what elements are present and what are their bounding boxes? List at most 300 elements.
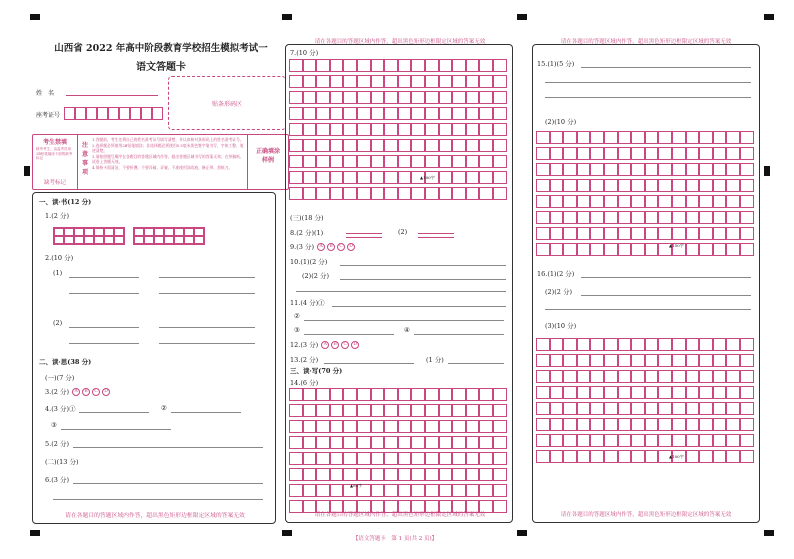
- writing-cell[interactable]: [577, 163, 591, 176]
- writing-cell[interactable]: [289, 91, 303, 104]
- q16-writing-grid[interactable]: [536, 338, 754, 463]
- writing-cell[interactable]: [686, 418, 700, 431]
- writing-cell[interactable]: [686, 370, 700, 383]
- writing-cell[interactable]: [439, 59, 453, 72]
- writing-cell[interactable]: [439, 123, 453, 136]
- writing-cell[interactable]: [452, 484, 466, 497]
- writing-cell[interactable]: [645, 211, 659, 224]
- writing-cell[interactable]: [384, 452, 398, 465]
- writing-cell[interactable]: [466, 420, 480, 433]
- writing-cell[interactable]: [699, 434, 713, 447]
- writing-cell[interactable]: [398, 452, 412, 465]
- answer-line[interactable]: [581, 277, 751, 278]
- writing-cell[interactable]: [289, 452, 303, 465]
- writing-cell[interactable]: [371, 388, 385, 401]
- writing-cell[interactable]: [740, 147, 754, 160]
- writing-cell[interactable]: [536, 195, 550, 208]
- writing-cell[interactable]: [303, 123, 317, 136]
- writing-cell[interactable]: [550, 211, 564, 224]
- writing-cell[interactable]: [726, 211, 740, 224]
- writing-cell[interactable]: [343, 452, 357, 465]
- writing-cell[interactable]: [479, 91, 493, 104]
- writing-cell[interactable]: [631, 179, 645, 192]
- writing-cell[interactable]: [631, 147, 645, 160]
- answer-line[interactable]: [69, 343, 139, 344]
- writing-cell[interactable]: [699, 338, 713, 351]
- writing-cell[interactable]: [672, 227, 686, 240]
- writing-cell[interactable]: [536, 354, 550, 367]
- writing-cell[interactable]: [289, 404, 303, 417]
- writing-cell[interactable]: [604, 418, 618, 431]
- writing-cell[interactable]: [466, 75, 480, 88]
- writing-cell[interactable]: [686, 450, 700, 463]
- writing-cell[interactable]: [618, 131, 632, 144]
- answer-line[interactable]: [340, 265, 506, 266]
- writing-cell[interactable]: [577, 211, 591, 224]
- writing-cell[interactable]: [740, 370, 754, 383]
- writing-cell[interactable]: [740, 243, 754, 256]
- writing-cell[interactable]: [726, 163, 740, 176]
- writing-cell[interactable]: [672, 418, 686, 431]
- writing-cell[interactable]: [289, 155, 303, 168]
- writing-cell[interactable]: [726, 338, 740, 351]
- writing-cell[interactable]: [357, 123, 371, 136]
- writing-cell[interactable]: [672, 370, 686, 383]
- writing-cell[interactable]: [316, 59, 330, 72]
- writing-cell[interactable]: [466, 484, 480, 497]
- writing-cell[interactable]: [384, 468, 398, 481]
- writing-cell[interactable]: [357, 388, 371, 401]
- writing-cell[interactable]: [411, 436, 425, 449]
- writing-cell[interactable]: [493, 187, 507, 200]
- answer-line[interactable]: [448, 363, 504, 364]
- writing-cell[interactable]: [343, 468, 357, 481]
- writing-cell[interactable]: [577, 418, 591, 431]
- writing-cell[interactable]: [713, 163, 727, 176]
- option-a-bubble[interactable]: A: [321, 341, 329, 349]
- writing-cell[interactable]: [425, 452, 439, 465]
- writing-cell[interactable]: [303, 187, 317, 200]
- writing-cell[interactable]: [645, 147, 659, 160]
- writing-cell[interactable]: [398, 171, 412, 184]
- writing-cell[interactable]: [713, 131, 727, 144]
- writing-cell[interactable]: [672, 147, 686, 160]
- writing-cell[interactable]: [563, 338, 577, 351]
- writing-cell[interactable]: [398, 468, 412, 481]
- writing-cell[interactable]: [411, 91, 425, 104]
- writing-cell[interactable]: [658, 147, 672, 160]
- writing-cell[interactable]: [466, 468, 480, 481]
- writing-cell[interactable]: [604, 402, 618, 415]
- writing-cell[interactable]: [343, 404, 357, 417]
- writing-cell[interactable]: [357, 436, 371, 449]
- writing-cell[interactable]: [618, 195, 632, 208]
- writing-cell[interactable]: [536, 386, 550, 399]
- writing-cell[interactable]: [645, 354, 659, 367]
- writing-cell[interactable]: [740, 434, 754, 447]
- writing-cell[interactable]: [303, 171, 317, 184]
- writing-cell[interactable]: [563, 386, 577, 399]
- writing-cell[interactable]: [618, 211, 632, 224]
- writing-cell[interactable]: [439, 91, 453, 104]
- writing-cell[interactable]: [343, 123, 357, 136]
- writing-cell[interactable]: [425, 187, 439, 200]
- writing-cell[interactable]: [330, 139, 344, 152]
- writing-cell[interactable]: [658, 418, 672, 431]
- writing-cell[interactable]: [493, 484, 507, 497]
- writing-cell[interactable]: [425, 107, 439, 120]
- writing-cell[interactable]: [658, 338, 672, 351]
- writing-cell[interactable]: [343, 107, 357, 120]
- writing-cell[interactable]: [686, 243, 700, 256]
- writing-cell[interactable]: [398, 484, 412, 497]
- writing-cell[interactable]: [384, 388, 398, 401]
- writing-cell[interactable]: [713, 434, 727, 447]
- writing-cell[interactable]: [577, 131, 591, 144]
- writing-cell[interactable]: [398, 187, 412, 200]
- writing-cell[interactable]: [289, 388, 303, 401]
- writing-cell[interactable]: [563, 163, 577, 176]
- writing-cell[interactable]: [536, 163, 550, 176]
- writing-cell[interactable]: [713, 227, 727, 240]
- writing-cell[interactable]: [686, 338, 700, 351]
- writing-cell[interactable]: [658, 195, 672, 208]
- writing-cell[interactable]: [452, 59, 466, 72]
- writing-cell[interactable]: [303, 107, 317, 120]
- writing-cell[interactable]: [645, 163, 659, 176]
- writing-cell[interactable]: [686, 195, 700, 208]
- answer-line[interactable]: [159, 293, 255, 294]
- writing-cell[interactable]: [316, 139, 330, 152]
- writing-cell[interactable]: [330, 91, 344, 104]
- writing-cell[interactable]: [303, 404, 317, 417]
- writing-cell[interactable]: [672, 179, 686, 192]
- writing-cell[interactable]: [699, 227, 713, 240]
- writing-cell[interactable]: [631, 370, 645, 383]
- writing-cell[interactable]: [493, 468, 507, 481]
- writing-cell[interactable]: [330, 107, 344, 120]
- name-field[interactable]: [66, 95, 158, 96]
- writing-cell[interactable]: [452, 171, 466, 184]
- writing-cell[interactable]: [686, 147, 700, 160]
- writing-cell[interactable]: [590, 418, 604, 431]
- writing-cell[interactable]: [479, 187, 493, 200]
- writing-cell[interactable]: [536, 131, 550, 144]
- writing-cell[interactable]: [466, 91, 480, 104]
- writing-cell[interactable]: [699, 386, 713, 399]
- writing-cell[interactable]: [493, 436, 507, 449]
- writing-cell[interactable]: [384, 91, 398, 104]
- writing-cell[interactable]: [316, 91, 330, 104]
- writing-cell[interactable]: [493, 139, 507, 152]
- writing-cell[interactable]: [289, 107, 303, 120]
- option-d-bubble[interactable]: D: [102, 388, 110, 396]
- writing-cell[interactable]: [439, 139, 453, 152]
- writing-cell[interactable]: [699, 243, 713, 256]
- writing-cell[interactable]: [479, 388, 493, 401]
- writing-cell[interactable]: [577, 402, 591, 415]
- writing-cell[interactable]: [479, 59, 493, 72]
- writing-cell[interactable]: [425, 123, 439, 136]
- writing-cell[interactable]: [411, 139, 425, 152]
- writing-cell[interactable]: [645, 370, 659, 383]
- writing-cell[interactable]: [645, 338, 659, 351]
- writing-cell[interactable]: [645, 402, 659, 415]
- writing-cell[interactable]: [479, 404, 493, 417]
- writing-cell[interactable]: [645, 131, 659, 144]
- writing-cell[interactable]: [618, 338, 632, 351]
- writing-cell[interactable]: [726, 370, 740, 383]
- writing-cell[interactable]: [563, 147, 577, 160]
- writing-cell[interactable]: [452, 404, 466, 417]
- writing-cell[interactable]: [658, 434, 672, 447]
- writing-cell[interactable]: [411, 404, 425, 417]
- writing-cell[interactable]: [740, 131, 754, 144]
- writing-cell[interactable]: [411, 420, 425, 433]
- writing-cell[interactable]: [672, 195, 686, 208]
- writing-cell[interactable]: [726, 450, 740, 463]
- writing-cell[interactable]: [466, 123, 480, 136]
- writing-cell[interactable]: [699, 418, 713, 431]
- writing-cell[interactable]: [303, 420, 317, 433]
- writing-cell[interactable]: [316, 388, 330, 401]
- answer-line[interactable]: [69, 293, 139, 294]
- writing-cell[interactable]: [740, 402, 754, 415]
- writing-cell[interactable]: [343, 139, 357, 152]
- answer-line[interactable]: [159, 277, 255, 278]
- writing-cell[interactable]: [343, 388, 357, 401]
- writing-cell[interactable]: [536, 370, 550, 383]
- writing-cell[interactable]: [618, 450, 632, 463]
- writing-cell[interactable]: [466, 388, 480, 401]
- writing-cell[interactable]: [699, 370, 713, 383]
- writing-cell[interactable]: [357, 91, 371, 104]
- writing-cell[interactable]: [645, 434, 659, 447]
- writing-cell[interactable]: [398, 436, 412, 449]
- writing-cell[interactable]: [618, 434, 632, 447]
- writing-cell[interactable]: [604, 147, 618, 160]
- writing-cell[interactable]: [604, 354, 618, 367]
- writing-cell[interactable]: [479, 107, 493, 120]
- writing-cell[interactable]: [686, 227, 700, 240]
- writing-cell[interactable]: [439, 107, 453, 120]
- writing-cell[interactable]: [371, 187, 385, 200]
- writing-cell[interactable]: [726, 386, 740, 399]
- writing-cell[interactable]: [330, 484, 344, 497]
- writing-cell[interactable]: [618, 179, 632, 192]
- writing-cell[interactable]: [631, 211, 645, 224]
- writing-cell[interactable]: [604, 370, 618, 383]
- answer-line[interactable]: [414, 334, 504, 335]
- answer-line[interactable]: [73, 483, 263, 484]
- writing-cell[interactable]: [330, 155, 344, 168]
- writing-cell[interactable]: [713, 243, 727, 256]
- writing-cell[interactable]: [631, 163, 645, 176]
- writing-cell[interactable]: [577, 179, 591, 192]
- writing-cell[interactable]: [563, 402, 577, 415]
- writing-cell[interactable]: [289, 75, 303, 88]
- writing-cell[interactable]: [398, 420, 412, 433]
- writing-cell[interactable]: [357, 107, 371, 120]
- writing-cell[interactable]: [740, 163, 754, 176]
- writing-cell[interactable]: [563, 195, 577, 208]
- writing-cell[interactable]: [425, 484, 439, 497]
- writing-cell[interactable]: [439, 484, 453, 497]
- writing-cell[interactable]: [645, 450, 659, 463]
- writing-cell[interactable]: [384, 420, 398, 433]
- writing-cell[interactable]: [672, 386, 686, 399]
- writing-cell[interactable]: [726, 195, 740, 208]
- writing-cell[interactable]: [439, 404, 453, 417]
- writing-cell[interactable]: [713, 211, 727, 224]
- writing-cell[interactable]: [536, 147, 550, 160]
- writing-cell[interactable]: [466, 187, 480, 200]
- writing-cell[interactable]: [550, 370, 564, 383]
- writing-cell[interactable]: [452, 75, 466, 88]
- writing-cell[interactable]: [398, 155, 412, 168]
- writing-cell[interactable]: [289, 123, 303, 136]
- writing-cell[interactable]: [303, 139, 317, 152]
- writing-cell[interactable]: [618, 227, 632, 240]
- writing-cell[interactable]: [343, 155, 357, 168]
- writing-cell[interactable]: [466, 404, 480, 417]
- writing-cell[interactable]: [289, 468, 303, 481]
- writing-cell[interactable]: [550, 338, 564, 351]
- writing-cell[interactable]: [384, 155, 398, 168]
- writing-cell[interactable]: [303, 484, 317, 497]
- writing-cell[interactable]: [398, 388, 412, 401]
- writing-cell[interactable]: [590, 179, 604, 192]
- writing-cell[interactable]: [713, 338, 727, 351]
- writing-cell[interactable]: [493, 75, 507, 88]
- writing-cell[interactable]: [618, 370, 632, 383]
- writing-cell[interactable]: [384, 123, 398, 136]
- writing-cell[interactable]: [289, 59, 303, 72]
- writing-cell[interactable]: [740, 386, 754, 399]
- writing-cell[interactable]: [371, 484, 385, 497]
- writing-cell[interactable]: [316, 75, 330, 88]
- writing-cell[interactable]: [411, 484, 425, 497]
- writing-cell[interactable]: [479, 139, 493, 152]
- writing-cell[interactable]: [425, 388, 439, 401]
- writing-cell[interactable]: [493, 155, 507, 168]
- answer-line[interactable]: [418, 233, 454, 234]
- writing-cell[interactable]: [550, 179, 564, 192]
- writing-cell[interactable]: [384, 484, 398, 497]
- writing-cell[interactable]: [563, 243, 577, 256]
- writing-cell[interactable]: [439, 436, 453, 449]
- writing-cell[interactable]: [590, 370, 604, 383]
- writing-cell[interactable]: [686, 179, 700, 192]
- writing-cell[interactable]: [590, 338, 604, 351]
- writing-cell[interactable]: [740, 227, 754, 240]
- answer-line[interactable]: [545, 82, 751, 83]
- writing-cell[interactable]: [550, 354, 564, 367]
- writing-cell[interactable]: [672, 163, 686, 176]
- writing-cell[interactable]: [371, 452, 385, 465]
- writing-cell[interactable]: [439, 452, 453, 465]
- writing-cell[interactable]: [330, 187, 344, 200]
- writing-cell[interactable]: [658, 402, 672, 415]
- writing-cell[interactable]: [425, 139, 439, 152]
- writing-cell[interactable]: [303, 91, 317, 104]
- writing-cell[interactable]: [590, 163, 604, 176]
- option-d-bubble[interactable]: D: [347, 243, 355, 251]
- writing-cell[interactable]: [686, 386, 700, 399]
- writing-cell[interactable]: [563, 370, 577, 383]
- writing-cell[interactable]: [590, 386, 604, 399]
- writing-cell[interactable]: [726, 354, 740, 367]
- answer-line[interactable]: [324, 363, 414, 364]
- answer-line[interactable]: [346, 233, 382, 234]
- writing-cell[interactable]: [604, 450, 618, 463]
- writing-cell[interactable]: [398, 107, 412, 120]
- writing-cell[interactable]: [713, 354, 727, 367]
- writing-cell[interactable]: [452, 436, 466, 449]
- writing-cell[interactable]: [303, 155, 317, 168]
- writing-cell[interactable]: [590, 227, 604, 240]
- writing-cell[interactable]: [384, 107, 398, 120]
- writing-cell[interactable]: [357, 187, 371, 200]
- writing-cell[interactable]: [303, 388, 317, 401]
- answer-line[interactable]: [53, 499, 263, 500]
- writing-cell[interactable]: [618, 402, 632, 415]
- writing-cell[interactable]: [343, 420, 357, 433]
- writing-cell[interactable]: [740, 450, 754, 463]
- writing-cell[interactable]: [713, 418, 727, 431]
- writing-cell[interactable]: [330, 420, 344, 433]
- writing-cell[interactable]: [316, 107, 330, 120]
- writing-cell[interactable]: [452, 139, 466, 152]
- writing-cell[interactable]: [479, 123, 493, 136]
- writing-cell[interactable]: [371, 404, 385, 417]
- writing-cell[interactable]: [371, 139, 385, 152]
- writing-cell[interactable]: [411, 59, 425, 72]
- writing-cell[interactable]: [384, 59, 398, 72]
- writing-cell[interactable]: [479, 420, 493, 433]
- writing-cell[interactable]: [398, 59, 412, 72]
- writing-cell[interactable]: [590, 450, 604, 463]
- writing-cell[interactable]: [726, 402, 740, 415]
- writing-cell[interactable]: [699, 354, 713, 367]
- answer-line[interactable]: [340, 279, 506, 280]
- writing-cell[interactable]: [371, 155, 385, 168]
- writing-cell[interactable]: [740, 354, 754, 367]
- writing-cell[interactable]: [577, 243, 591, 256]
- exam-number-boxes[interactable]: [64, 107, 163, 120]
- writing-cell[interactable]: [577, 338, 591, 351]
- writing-cell[interactable]: [398, 91, 412, 104]
- writing-cell[interactable]: [452, 123, 466, 136]
- writing-cell[interactable]: [550, 418, 564, 431]
- writing-cell[interactable]: [316, 484, 330, 497]
- writing-cell[interactable]: [466, 452, 480, 465]
- writing-cell[interactable]: [618, 354, 632, 367]
- answer-line[interactable]: [545, 309, 751, 310]
- writing-cell[interactable]: [713, 195, 727, 208]
- writing-cell[interactable]: [452, 452, 466, 465]
- writing-cell[interactable]: [686, 434, 700, 447]
- writing-cell[interactable]: [563, 450, 577, 463]
- writing-cell[interactable]: [740, 418, 754, 431]
- writing-cell[interactable]: [631, 402, 645, 415]
- writing-cell[interactable]: [631, 243, 645, 256]
- answer-line[interactable]: [346, 237, 382, 238]
- answer-line[interactable]: [545, 97, 751, 98]
- writing-cell[interactable]: [316, 404, 330, 417]
- writing-cell[interactable]: [439, 187, 453, 200]
- writing-cell[interactable]: [384, 171, 398, 184]
